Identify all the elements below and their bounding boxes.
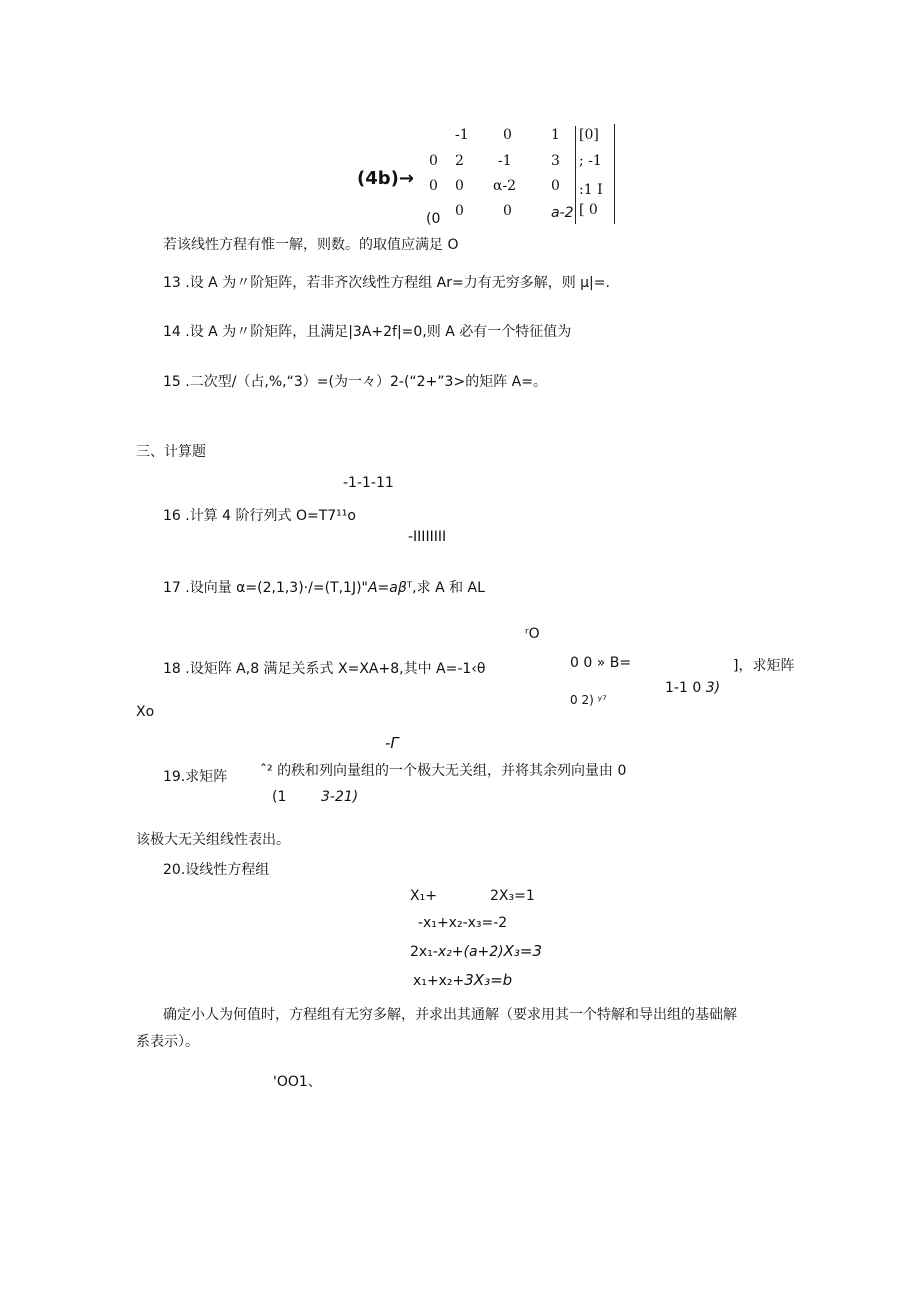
equation-2: -x₁+x₂-x₃=-2 [418, 915, 508, 931]
augment-bar [575, 126, 576, 224]
matrix-cell: 0 [429, 153, 438, 169]
eq3-a: 2x₁- [410, 944, 438, 960]
eq4-b: 3X₃=b [464, 971, 513, 989]
q12-tail: 若该线性方程有惟一解，则数。的取值应满足 O [163, 237, 459, 253]
matrix-cell: -1 [455, 127, 469, 143]
matrix-cell: 0 [503, 203, 512, 219]
matrix-cell: 0 [551, 178, 560, 194]
q17-part-a: 17 .设向量 α=(2,1,3)·/=(T,1J)" [163, 580, 368, 596]
q18-mid: 0 0 » B= [570, 655, 632, 671]
eq3-c: X₃=3 [503, 942, 543, 960]
matrix-cell: 1 [551, 127, 560, 143]
q19-gamma: -Γ [385, 734, 399, 752]
matrix-cell: α-2 [493, 178, 517, 194]
matrix-right-bar [614, 124, 615, 224]
q18-xo: Xo [136, 704, 155, 720]
matrix-cell: 0 [429, 178, 438, 194]
question-19: 19.求矩阵 [163, 769, 228, 785]
question-15: 15 .二次型/（占,%,“3）=(为一々）2-(“2+”3>的矩阵 A=。 [163, 374, 547, 390]
matrix-cell: -1 [498, 153, 512, 169]
q16-top: -1-1-11 [343, 475, 394, 491]
q18-row: 1-1 0 [665, 680, 702, 696]
matrix-label: (4b)→ [357, 168, 414, 189]
matrix-cell: 0 [503, 127, 512, 143]
trailing-fragment: 'OO1、 [273, 1074, 322, 1090]
q19-row-1: (1 [272, 789, 287, 805]
q19-row-2: 3-21) [321, 789, 359, 805]
aug-cell: ; -1 [579, 153, 602, 169]
q17-part-b: A=aβ [367, 580, 407, 596]
question-18: 18 .设矩阵 A,8 满足关系式 X=XA+8,其中 A=-1‹θ [163, 661, 486, 677]
matrix-cell: 3 [551, 153, 560, 169]
q17-part-c: ᵀ,求 A 和 AL [406, 580, 485, 596]
q18-cut-text: 0 2) ʸ⁷ [570, 693, 607, 707]
eq4-a: x₁+x₂+ [413, 973, 465, 989]
matrix-cell: 2 [455, 153, 464, 169]
q18-r0: ʳO [525, 626, 540, 642]
eq1-a: X₁+ [410, 888, 437, 904]
equation-4 [413, 971, 512, 989]
q20-ask-line2: 系表示）。 [136, 1034, 199, 1050]
question-17 [163, 577, 485, 597]
q19-tail: 该极大无关组线性表出。 [136, 832, 290, 848]
aug-cell: [0] [579, 127, 599, 143]
matrix-cell: 0 [455, 203, 464, 219]
aug-cell: [ 0 [579, 202, 598, 218]
q18-row-it: 3) [705, 680, 721, 696]
eq3-b: x₂+(a+2) [437, 944, 504, 960]
q19-text: ˆ² 的秩和列向量组的一个极大无关组，并将其余列向量由 0 [260, 763, 627, 779]
question-16: 16 .计算 4 阶行列式 O=T7¹¹o [163, 508, 356, 524]
eq1-b: 2X₃=1 [490, 888, 535, 904]
aug-cell: :1 I [579, 182, 603, 198]
q20-ask-line1: 确定小人为何值时，方程组有无穷多解，并求出其通解（要求用其一个特解和导出组的基础解 [163, 1007, 737, 1023]
section-heading: 三、计算题 [136, 444, 206, 460]
q18-cut-row [570, 693, 607, 707]
matrix-cell: (0 [426, 211, 441, 227]
question-14: 14 .设 A 为〃阶矩阵，且满足|3A+2f|=0,则 A 必有一个特征值为 [163, 324, 572, 340]
question-13: 13 .设 A 为〃阶矩阵，若非齐次线性方程组 Ar=力有无穷多解，则 μ|=. [163, 275, 610, 291]
q18-matrix-row [665, 680, 720, 696]
q16-bottom: -IIIIIIII [408, 529, 447, 545]
matrix-cell: 0 [455, 178, 464, 194]
q18-end: ]，求矩阵 [733, 658, 795, 674]
question-20: 20.设线性方程组 [163, 862, 270, 878]
matrix-cell: a-2 [551, 205, 574, 221]
equation-3 [410, 942, 542, 960]
